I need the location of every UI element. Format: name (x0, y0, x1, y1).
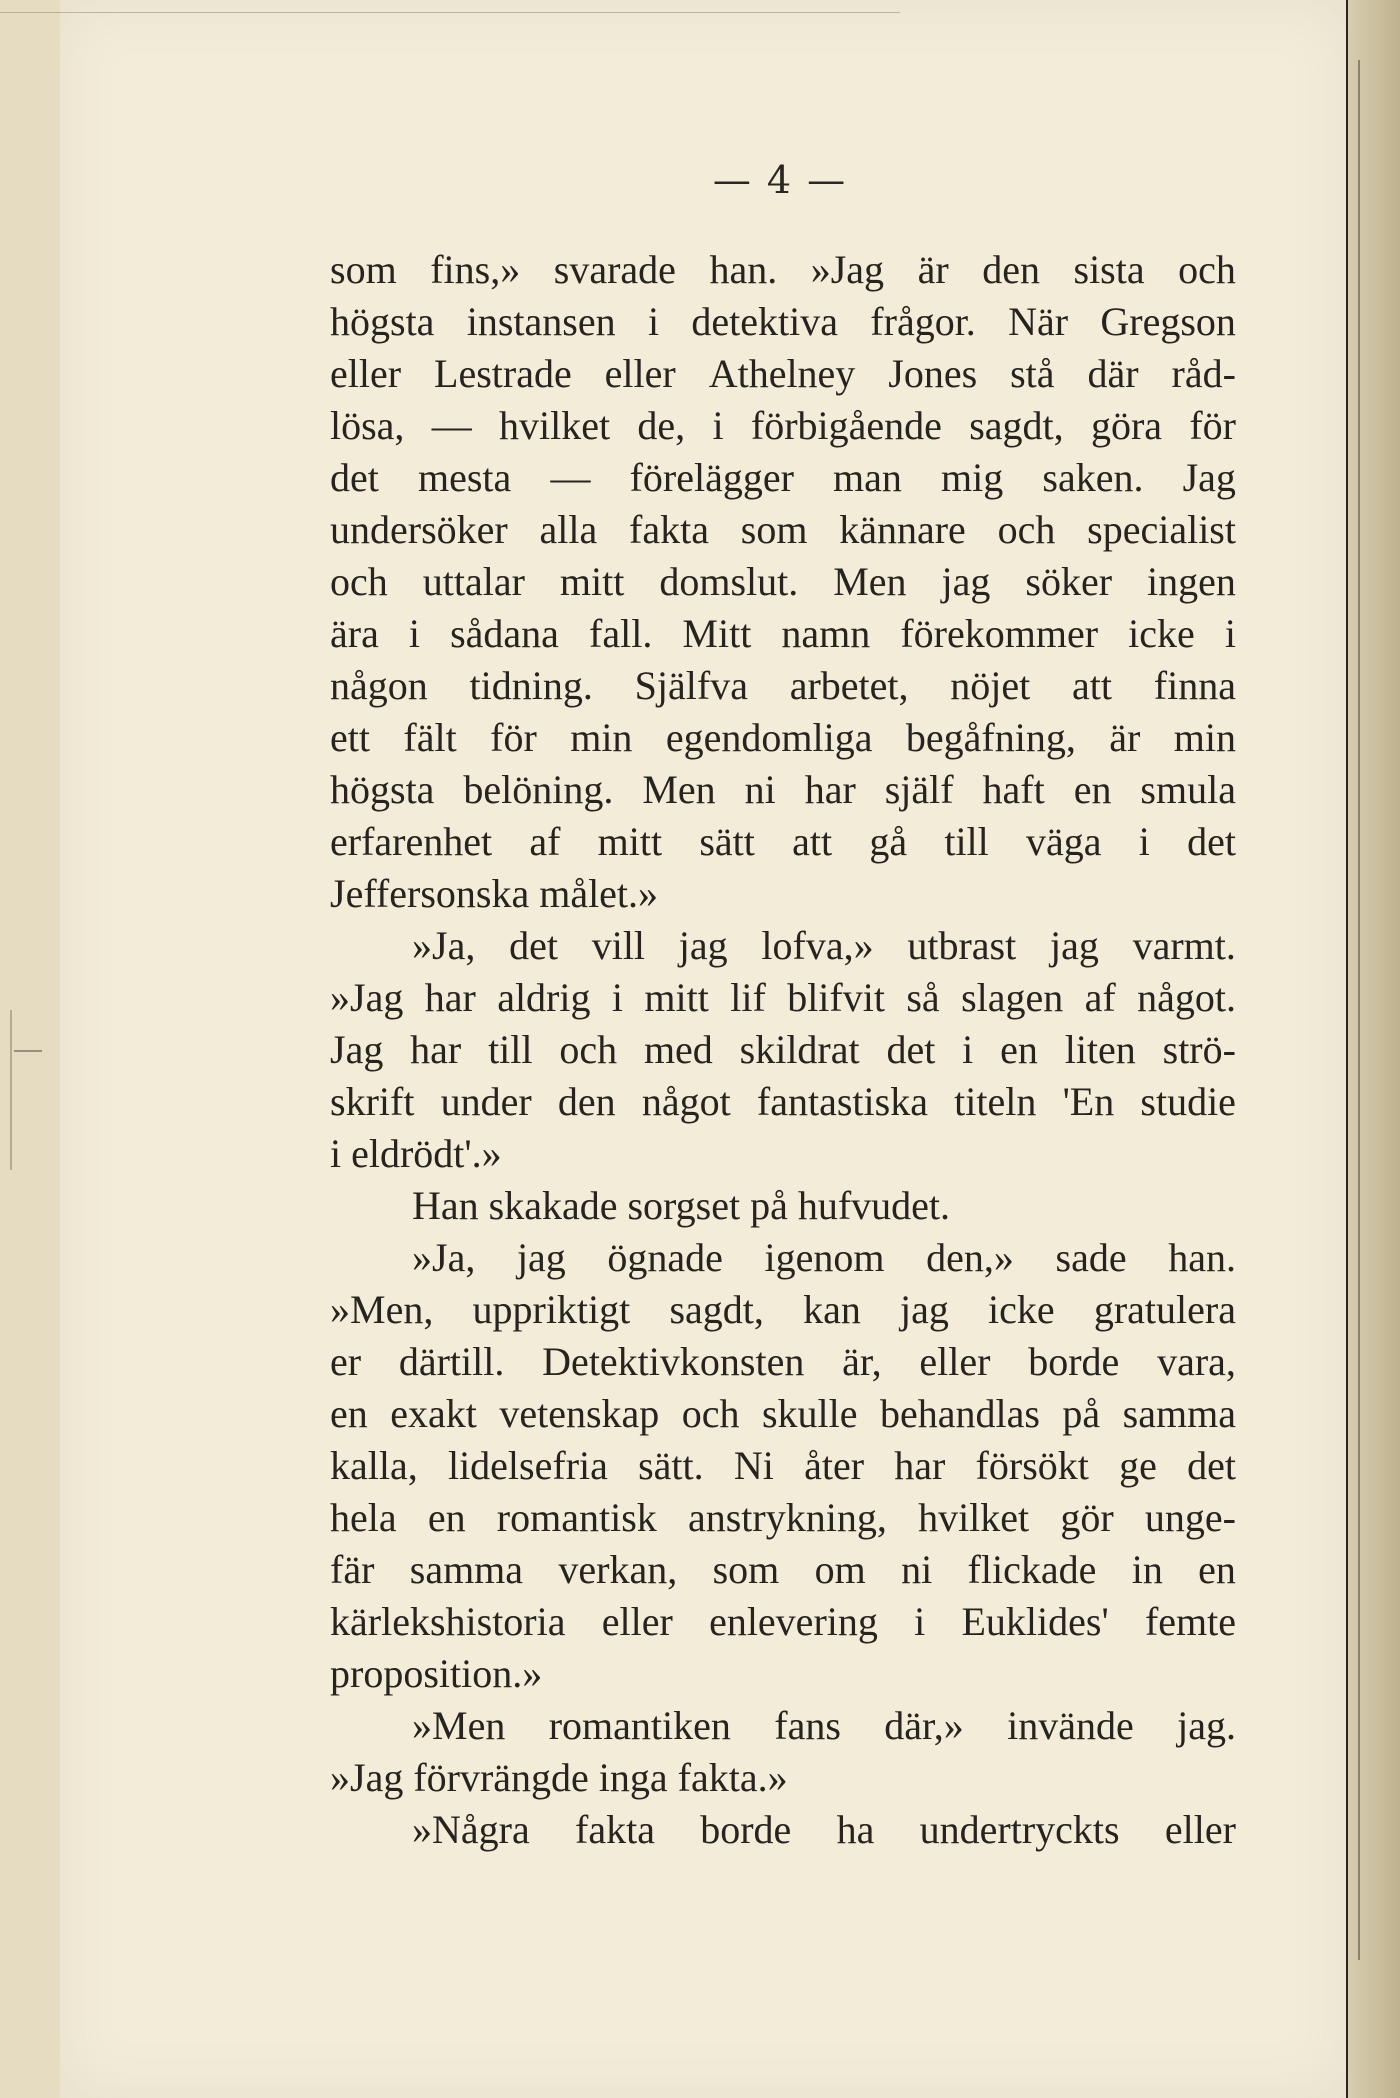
text-line (330, 452, 1236, 504)
text-line (330, 1596, 1236, 1648)
word: jag (941, 559, 991, 604)
word: ära (330, 611, 379, 656)
word: Men (833, 559, 907, 604)
word: lif (730, 975, 766, 1020)
word: fakta (575, 1807, 655, 1852)
word: blifvit (787, 975, 885, 1020)
word: liten (1064, 1027, 1136, 1072)
word: för (490, 715, 537, 760)
word: kan (803, 1287, 861, 1332)
word: lofva,» (761, 923, 874, 968)
word: den (557, 1079, 616, 1124)
word: en (1000, 1027, 1038, 1072)
word: anstrykning, (687, 1495, 887, 1540)
word: domslut. (659, 559, 799, 604)
word: fält (403, 715, 457, 760)
word: kärlekshistoria (330, 1599, 566, 1644)
word: under (440, 1079, 532, 1124)
word: att (792, 819, 833, 864)
word: — (431, 403, 472, 448)
word: fins,» (430, 247, 521, 292)
text-line (330, 816, 1236, 868)
word: icke (1128, 611, 1195, 656)
word: eller (330, 351, 402, 396)
text-line: Han skakade sorgset på hufvudet. (412, 1183, 951, 1228)
word: och (559, 1027, 618, 1072)
word: titeln (954, 1079, 1037, 1124)
word: min (570, 715, 633, 760)
text-line (330, 348, 1236, 400)
word: lidelsefria (447, 1443, 608, 1488)
text-line (330, 400, 1236, 452)
word: jag (516, 1235, 566, 1280)
word: gör (1060, 1495, 1114, 1540)
word: sätt. (638, 1443, 704, 1488)
word: något. (1137, 975, 1236, 1020)
word: och (997, 507, 1056, 552)
word: »Ja, (412, 1235, 476, 1280)
word: min (1173, 715, 1236, 760)
word: i (962, 1027, 974, 1072)
word: ni (744, 767, 776, 812)
word: och (681, 1391, 740, 1436)
page-number: — 4 — (712, 158, 848, 202)
word: vara, (1157, 1339, 1236, 1384)
word: är (917, 247, 949, 292)
word: den,» (926, 1235, 1014, 1280)
text-line (330, 556, 1236, 608)
word: instansen (466, 299, 616, 344)
text-line (330, 1440, 1236, 1492)
word: aldrig (497, 975, 591, 1020)
word: finna (1153, 663, 1236, 708)
word: eller (601, 1599, 673, 1644)
word: frågor. (870, 299, 976, 344)
word: af (1084, 975, 1116, 1020)
word: Jag (330, 1027, 384, 1072)
word: för (1189, 403, 1236, 448)
word: skrift (330, 1079, 415, 1124)
word: fakta (629, 507, 709, 552)
word: »Jag (810, 247, 885, 292)
word: en (427, 1495, 466, 1540)
word: vill (591, 923, 646, 968)
word: åter (804, 1443, 865, 1488)
word: strö- (1162, 1027, 1236, 1072)
word: samma (1122, 1391, 1236, 1436)
word: ha (836, 1807, 875, 1852)
word: en (1073, 767, 1112, 812)
word: det (330, 455, 379, 500)
word: tidning. (469, 663, 593, 708)
word: det (509, 923, 558, 968)
word: en (1198, 1547, 1236, 1592)
word: nöjet (950, 663, 1031, 708)
word: ge (1119, 1443, 1157, 1488)
word: man (833, 455, 902, 500)
word: högsta (330, 299, 435, 344)
word: det (1187, 819, 1236, 864)
word: 'En (1062, 1079, 1115, 1124)
word: där (1087, 351, 1139, 396)
word: kalla, (330, 1443, 418, 1488)
word: försökt (975, 1443, 1089, 1488)
word: jag. (1177, 1703, 1236, 1748)
word: saken. (1042, 455, 1144, 500)
word: undersöker (330, 507, 508, 552)
word: sådana (450, 611, 559, 656)
word: mitt (559, 559, 625, 604)
text-line (330, 296, 1236, 348)
word: som (712, 1547, 780, 1592)
word: själf (884, 767, 954, 812)
word: skildrat (739, 1027, 860, 1072)
text-line (330, 1284, 1236, 1336)
word: som (740, 507, 808, 552)
word: högsta (330, 767, 435, 812)
word: i (1138, 819, 1150, 864)
text-line (330, 244, 1236, 296)
word: jag (678, 923, 728, 968)
word: svarade (553, 247, 676, 292)
word: i (408, 611, 421, 656)
word: där,» (884, 1703, 964, 1748)
word: sätt (699, 819, 755, 864)
word: flickade (967, 1547, 1097, 1592)
word: med (643, 1027, 713, 1072)
word: en (330, 1391, 368, 1436)
word: uttalar (422, 559, 525, 604)
word: icke (988, 1287, 1055, 1332)
word: fall. (589, 611, 653, 656)
word: eller (919, 1339, 991, 1384)
word: exakt (390, 1391, 477, 1436)
word: — (550, 455, 591, 500)
word: i (647, 299, 660, 344)
word: in (1131, 1547, 1163, 1592)
word: sista (1073, 247, 1145, 292)
word: romantisk (496, 1495, 657, 1540)
text-line (412, 1700, 1236, 1752)
word: ett (330, 715, 370, 760)
word: i (914, 1599, 926, 1644)
word: Detektivkonsten (542, 1339, 805, 1384)
word: stå (1010, 351, 1055, 396)
word: mesta (418, 455, 512, 500)
text-line (330, 1336, 1236, 1388)
word: så (906, 975, 940, 1020)
word: har (804, 767, 856, 812)
word: eller (604, 351, 676, 396)
text-line (330, 608, 1236, 660)
word: ni (901, 1547, 933, 1592)
word: de, (637, 403, 686, 448)
word: vetenskap (499, 1391, 660, 1436)
word: igenom (764, 1235, 885, 1280)
word: Jones (888, 351, 978, 396)
word: »Men (412, 1703, 506, 1748)
word: uppriktigt (472, 1287, 631, 1332)
word: har (424, 975, 476, 1020)
word: Jag (1182, 455, 1236, 500)
word: göra (1090, 403, 1163, 448)
word: specialist (1087, 507, 1236, 552)
word: han. (1168, 1235, 1236, 1280)
text-line (330, 1544, 1236, 1596)
word: undertryckts (919, 1807, 1120, 1852)
word: jag (1049, 923, 1099, 968)
word: råd- (1171, 351, 1236, 396)
word: som (330, 247, 397, 292)
word: »Ja, (412, 923, 476, 968)
word: fans (774, 1703, 841, 1748)
word: sade (1055, 1235, 1127, 1280)
word: det (886, 1027, 936, 1072)
word: om (814, 1547, 866, 1592)
word: Själfva (634, 663, 748, 708)
word: att (1072, 663, 1113, 708)
text-line: i eldrödt'.» (330, 1131, 502, 1176)
word: unge- (1144, 1495, 1236, 1540)
word: något (641, 1079, 731, 1124)
word: Ni (733, 1443, 774, 1488)
word: mitt (644, 975, 709, 1020)
word: Gregson (1100, 299, 1236, 344)
word: af (529, 819, 561, 864)
word: studie (1140, 1079, 1236, 1124)
word: därtill. (398, 1339, 505, 1384)
word: Athelney (708, 351, 856, 396)
text-line (330, 712, 1236, 764)
word: mitt (597, 819, 663, 864)
word: haft (982, 767, 1045, 812)
word: är (1109, 715, 1141, 760)
word: borde (1028, 1339, 1120, 1384)
word: fär (330, 1547, 375, 1592)
word: erfarenhet (330, 819, 493, 864)
word: sagdt, (969, 403, 1064, 448)
text-line (330, 1076, 1236, 1128)
word: på (1062, 1391, 1101, 1436)
word: borde (700, 1807, 792, 1852)
text-line (330, 660, 1236, 712)
word: gå (869, 819, 908, 864)
word: fantastiska (756, 1079, 928, 1124)
word: den (982, 247, 1040, 292)
word: till (488, 1027, 533, 1072)
word: smula (1140, 767, 1236, 812)
word: har (410, 1027, 462, 1072)
word: förelägger (629, 455, 794, 500)
word: samma (409, 1547, 524, 1592)
word: alla (539, 507, 598, 552)
word: lösa, (330, 403, 405, 448)
word: Mitt (682, 611, 752, 656)
word: i (1224, 611, 1236, 656)
word: Lestrade (434, 351, 572, 396)
word: till (944, 819, 989, 864)
word: är, (842, 1339, 882, 1384)
word: belöning. (463, 767, 614, 812)
word: er (330, 1339, 362, 1384)
word: eller (1164, 1807, 1236, 1852)
word: behandlas (880, 1391, 1040, 1436)
word: någon (330, 663, 428, 708)
word: ingen (1147, 559, 1236, 604)
word: Men (642, 767, 716, 812)
word: och (330, 559, 388, 604)
word: skulle (761, 1391, 858, 1436)
word: förbigående (750, 403, 942, 448)
word: arbetet, (789, 663, 909, 708)
word: hvilket (918, 1495, 1030, 1540)
word: i (712, 403, 724, 448)
word: hvilket (499, 403, 611, 448)
word: detektiva (691, 299, 838, 344)
text-line (412, 1232, 1236, 1284)
word: väga (1026, 819, 1102, 864)
word: När (1008, 299, 1069, 344)
word: det (1187, 1443, 1236, 1488)
word: egendomliga (665, 715, 873, 760)
word: enlevering (709, 1599, 878, 1644)
word: hela (330, 1495, 397, 1540)
text-line (330, 1492, 1236, 1544)
text-line (330, 972, 1236, 1024)
word: »Jag (330, 975, 404, 1020)
word: »Några (412, 1807, 530, 1852)
word: Euklides' (961, 1599, 1109, 1644)
text-line (330, 1388, 1236, 1440)
text-line: Jeffersonska målet.» (330, 871, 659, 916)
word: jag (900, 1287, 949, 1332)
text-line (330, 504, 1236, 556)
word: söker (1025, 559, 1113, 604)
word: utbrast (907, 923, 1017, 968)
word: har (894, 1443, 946, 1488)
text-line (330, 764, 1236, 816)
text-line: »Jag förvrängde inga fakta.» (330, 1755, 788, 1800)
word: »Men, (330, 1287, 434, 1332)
text-line: proposition.» (330, 1651, 543, 1696)
word: han. (709, 247, 778, 292)
word: varmt. (1132, 923, 1236, 968)
word: kännare (839, 507, 966, 552)
word: verkan, (558, 1547, 678, 1592)
word: gratulera (1093, 1287, 1236, 1332)
word: femte (1144, 1599, 1236, 1644)
word: romantiken (548, 1703, 731, 1748)
word: sagdt, (669, 1287, 764, 1332)
word: begåfning, (905, 715, 1076, 760)
word: ögnade (607, 1235, 723, 1280)
text-line (412, 1804, 1236, 1856)
text-line (330, 1024, 1236, 1076)
word: invände (1007, 1703, 1134, 1748)
word: slagen (961, 975, 1064, 1020)
text-line (412, 920, 1236, 972)
word: förekommer (900, 611, 1099, 656)
word: och (1178, 247, 1236, 292)
word: namn (781, 611, 871, 656)
word: i (611, 975, 624, 1020)
word: mig (941, 455, 1004, 500)
